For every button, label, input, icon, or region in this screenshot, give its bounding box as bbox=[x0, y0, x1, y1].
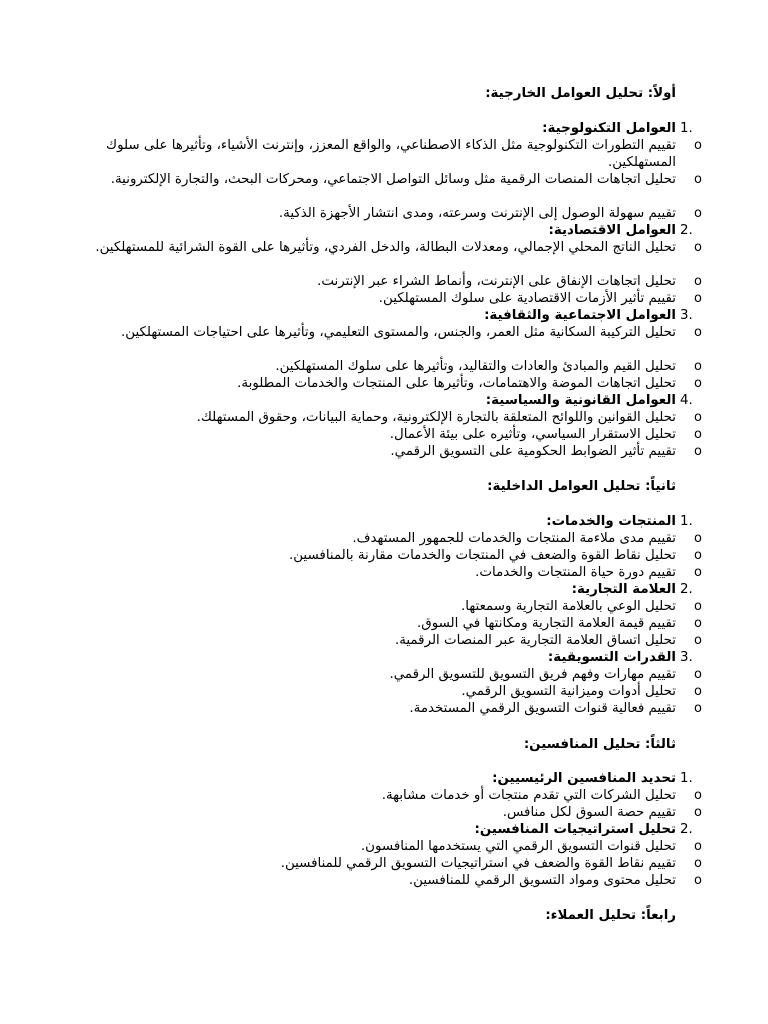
bullet-circle-icon: o bbox=[694, 531, 702, 546]
subsection-heading bbox=[92, 513, 693, 530]
bullet-circle-icon: o bbox=[694, 839, 702, 854]
bullet-circle-icon: o bbox=[694, 410, 702, 425]
list-item-text: تحليل الاستقرار السياسي، وتأثيره على بيئة الأعمال. bbox=[389, 427, 676, 442]
list-item-text: تحليل أدوات وميزانية التسويق الرقمي. bbox=[461, 684, 676, 699]
list-item-text: تحليل القوانين واللوائح المتعلقة بالتجارة الإلكترونية، وحماية البيانات، وحقوق المستهلك. bbox=[196, 410, 676, 425]
bullet-circle-icon: o bbox=[694, 325, 702, 340]
bullet-circle-icon: o bbox=[694, 701, 702, 716]
list-number: 1. bbox=[680, 514, 693, 529]
list-number: 1. bbox=[680, 121, 693, 136]
list-item-text: تحليل الناتج المحلي الإجمالي، ومعدلات البطالة، والدخل الفردي، وتأثيرها على القوة الشرائية للمستهلكين. bbox=[95, 240, 676, 255]
subsection-title: العوامل القانونية والسياسية: bbox=[485, 393, 676, 408]
bullet-circle-icon: o bbox=[694, 206, 702, 221]
bullet-circle-icon: o bbox=[694, 274, 702, 289]
list-item-text: تحليل القيم والمبادئ والعادات والتقاليد، وتأثيرها على سلوك المستهلكين. bbox=[275, 359, 676, 374]
bullet-circle-icon: o bbox=[694, 633, 702, 648]
list-number: 4. bbox=[680, 393, 693, 408]
subsection-heading bbox=[92, 307, 693, 324]
list-item-text: تحليل اتجاهات الإنفاق على الإنترنت، وأنماط الشراء عبر الإنترنت. bbox=[317, 274, 676, 289]
section-heading: رابعاً: تحليل العملاء: bbox=[545, 908, 676, 923]
bullet-circle-icon: o bbox=[694, 240, 702, 255]
list-item-text: تقييم مدى ملاءمة المنتجات والخدمات للجمهور المستهدف. bbox=[352, 531, 676, 546]
list-item-text: تحليل اتساق العلامة التجارية عبر المنصات الرقمية. bbox=[394, 633, 676, 648]
list-item-text: تقييم فعالية قنوات التسويق الرقمي المستخدمة. bbox=[409, 701, 676, 716]
bullet-circle-icon: o bbox=[694, 565, 702, 580]
subsection-title: العوامل الاجتماعية والثقافية: bbox=[484, 308, 676, 323]
bullet-circle-icon: o bbox=[694, 873, 702, 888]
bullet-circle-icon: o bbox=[694, 172, 702, 187]
subsection-heading bbox=[92, 581, 693, 598]
subsection-title: تحليل استراتيجيات المنافسين: bbox=[474, 822, 676, 837]
list-item-text: تحليل الوعي بالعلامة التجارية وسمعتها. bbox=[461, 599, 676, 614]
list-number: 2. bbox=[680, 822, 693, 837]
list-item-text: تقييم مهارات وفهم فريق التسويق للتسويق الرقمي. bbox=[389, 667, 676, 682]
subsection-heading bbox=[92, 821, 693, 838]
list-item-text: تحليل الشركات التي تقدم منتجات أو خدمات مشابهة. bbox=[381, 788, 676, 803]
list-item-text: تحليل التركيبة السكانية مثل العمر، والجنس، والمستوى التعليمي، وتأثيرها على احتياجات المستهلكين. bbox=[121, 325, 676, 340]
bullet-circle-icon: o bbox=[694, 444, 702, 459]
list-item-text: تقييم التطورات التكنولوجية مثل الذكاء الاصطناعي، والواقع المعزز، وإنترنت الأشياء، وتأثيرها على سلوك المستهلكين. bbox=[106, 138, 676, 170]
bullet-circle-icon: o bbox=[694, 856, 702, 871]
subsection-title: العوامل الاقتصادية: bbox=[548, 223, 676, 238]
list-item-text: تقييم قيمة العلامة التجارية ومكانتها في السوق. bbox=[417, 616, 676, 631]
subsection-title: المنتجات والخدمات: bbox=[546, 514, 676, 529]
list-number: 2. bbox=[680, 582, 693, 597]
bullet-circle-icon: o bbox=[694, 359, 702, 374]
list-item-text: تقييم سهولة الوصول إلى الإنترنت وسرعته، ومدى انتشار الأجهزة الذكية. bbox=[278, 206, 676, 221]
list-item-text: تحليل نقاط القوة والضعف في المنتجات والخدمات مقارنة بالمنافسين. bbox=[288, 548, 676, 563]
bullet-circle-icon: o bbox=[694, 805, 702, 820]
bullet-circle-icon: o bbox=[694, 684, 702, 699]
list-number: 3. bbox=[680, 650, 693, 665]
list-item-text: تقييم تأثير الضوابط الحكومية على التسويق الرقمي. bbox=[390, 444, 676, 459]
section-heading: ثانياً: تحليل العوامل الداخلية: bbox=[487, 479, 676, 494]
list-item-text: تحليل قنوات التسويق الرقمي التي يستخدمها المنافسون. bbox=[360, 839, 676, 854]
list-item-text: تحليل محتوى ومواد التسويق الرقمي للمنافسين. bbox=[408, 873, 676, 888]
list-item-text: تقييم نقاط القوة والضعف في استراتيجيات التسويق الرقمي للمنافسين. bbox=[280, 856, 676, 871]
subsection-title: العلامة التجارية: bbox=[571, 582, 676, 597]
bullet-circle-icon: o bbox=[694, 667, 702, 682]
bullet-circle-icon: o bbox=[694, 616, 702, 631]
bullet-circle-icon: o bbox=[694, 548, 702, 563]
subsection-title: القدرات التسويقية: bbox=[547, 650, 676, 665]
subsection-heading bbox=[92, 770, 693, 787]
list-number: 2. bbox=[680, 223, 693, 238]
bullet-circle-icon: o bbox=[694, 138, 702, 153]
subsection-heading bbox=[92, 222, 693, 239]
subsection-title: تحديد المنافسين الرئيسيين: bbox=[492, 771, 676, 786]
list-item-text: تقييم دورة حياة المنتجات والخدمات. bbox=[475, 565, 676, 580]
subsection-title: العوامل التكنولوجية: bbox=[542, 121, 676, 136]
section-heading: ثالثاً: تحليل المنافسين: bbox=[523, 737, 676, 752]
list-item-text: تحليل اتجاهات الموضة والاهتمامات، وتأثيرها على المنتجات والخدمات المطلوبة. bbox=[237, 376, 676, 391]
subsection-heading bbox=[92, 392, 693, 409]
list-item-text: تقييم تأثير الأزمات الاقتصادية على سلوك المستهلكين. bbox=[378, 291, 676, 306]
list-number: 1. bbox=[680, 771, 693, 786]
subsection-heading bbox=[92, 120, 693, 137]
section-heading: أولاً: تحليل العوامل الخارجية: bbox=[485, 86, 676, 101]
bullet-circle-icon: o bbox=[694, 427, 702, 442]
list-number: 3. bbox=[680, 308, 693, 323]
list-item-text: تحليل اتجاهات المنصات الرقمية مثل وسائل التواصل الاجتماعي، ومحركات البحث، والتجارة الإلكترونية. bbox=[110, 172, 676, 187]
bullet-circle-icon: o bbox=[694, 291, 702, 306]
bullet-circle-icon: o bbox=[694, 599, 702, 614]
subsection-heading bbox=[92, 649, 693, 666]
list-item-text: تقييم حصة السوق لكل منافس. bbox=[502, 805, 676, 820]
bullet-circle-icon: o bbox=[694, 788, 702, 803]
bullet-circle-icon: o bbox=[694, 376, 702, 391]
